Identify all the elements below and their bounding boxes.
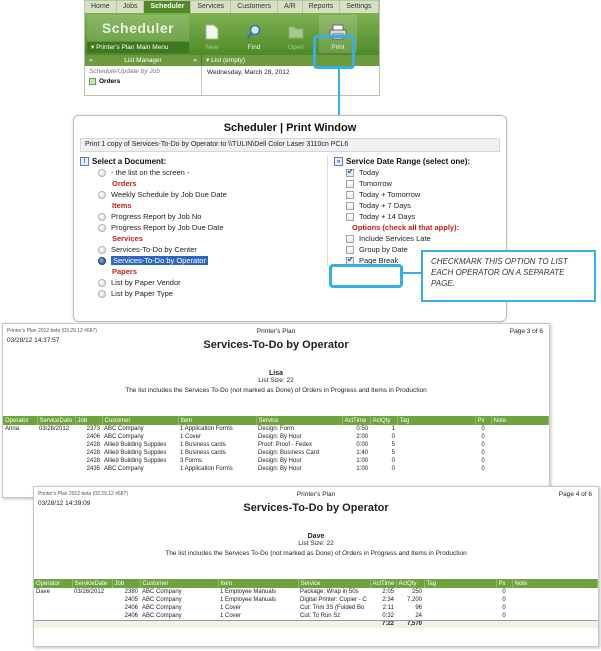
column-header-actqty[interactable]: ActQty xyxy=(370,416,397,425)
table-cell xyxy=(424,604,496,612)
column-header-acttime[interactable]: ActTime xyxy=(370,579,396,588)
column-header-note[interactable]: Note xyxy=(491,416,549,425)
table-cell: 2428 xyxy=(86,442,100,448)
find-button-label: Find xyxy=(247,44,261,51)
table-cell: 0 xyxy=(481,442,485,448)
report-table xyxy=(3,416,549,473)
new-document-icon xyxy=(203,23,221,41)
table-cell xyxy=(491,449,549,457)
open-button-label: Open xyxy=(288,44,304,51)
sidebar-item-orders-label: Orders xyxy=(99,78,121,85)
option-label: Today xyxy=(359,168,380,177)
table-cell xyxy=(72,604,112,612)
table-cell: 96 xyxy=(415,605,422,611)
column-header-px[interactable]: Px xyxy=(496,579,512,588)
new-button[interactable] xyxy=(193,15,231,53)
report-datetime: 03/28/12 14:37:57 xyxy=(7,337,60,344)
table-cell: 1 xyxy=(391,426,395,432)
table-cell xyxy=(72,620,112,628)
radio-button[interactable] xyxy=(98,213,106,221)
table-cell: Proof: Proof - Fedex xyxy=(258,442,313,448)
column-header-operator[interactable]: Operator xyxy=(3,416,37,425)
table-cell: Digital Printer: Copier - C xyxy=(300,597,367,603)
table-cell: 0:50 xyxy=(356,426,368,432)
table-row xyxy=(34,596,598,604)
table-cell xyxy=(491,433,549,441)
options-heading: Options (check all that apply): xyxy=(352,223,460,232)
option-tomorrow[interactable] xyxy=(334,178,497,189)
table-cell: 2380 xyxy=(124,589,138,595)
table-cell: Design: By Hour xyxy=(258,466,302,472)
table-cell xyxy=(424,596,496,604)
table-cell: 0 xyxy=(502,605,506,611)
document-category-services: Services xyxy=(112,234,143,243)
checkbox[interactable] xyxy=(346,246,354,254)
brand-title: Scheduler xyxy=(87,15,189,41)
tab-services[interactable]: Services xyxy=(191,1,231,13)
document-option-label: Weekly Schedule by Job Due Date xyxy=(111,190,227,199)
table-cell xyxy=(397,457,475,465)
tab-home[interactable]: Home xyxy=(85,1,117,13)
report-page-number: Page 4 of 6 xyxy=(558,491,592,498)
table-cell: 1 Cover xyxy=(220,612,242,619)
option-label: Page Break xyxy=(359,256,399,265)
list-manager-label: List Manager xyxy=(124,57,162,64)
table-cell xyxy=(424,612,496,620)
report-description: The list includes the Services To-Do (not marked as Done) of Orders in Progress and Items in Production xyxy=(165,550,467,557)
print-button-label: Print xyxy=(331,44,345,51)
report-title: Services-To-Do by Operator xyxy=(243,502,389,514)
table-cell: Anna xyxy=(5,426,20,432)
table-row xyxy=(3,465,549,473)
print-button-highlight xyxy=(313,35,355,69)
date-range-label: Service Date Range (select one): xyxy=(346,157,471,166)
column-header-job[interactable]: Job xyxy=(112,579,140,588)
table-cell xyxy=(512,620,598,628)
table-cell xyxy=(34,604,72,612)
list-manager-header[interactable] xyxy=(85,55,202,66)
magnifier-icon xyxy=(245,23,263,41)
table-cell: 2406 xyxy=(124,605,138,611)
table-row xyxy=(34,604,598,612)
table-cell xyxy=(512,588,598,596)
table-cell xyxy=(424,588,496,596)
table-cell: ABC Company xyxy=(142,612,182,619)
table-cell xyxy=(3,457,37,465)
main-menu-dropdown[interactable]: ▾ Printer's Plan Main Menu xyxy=(87,42,189,53)
table-cell xyxy=(512,596,598,604)
table-cell: 1 Cover xyxy=(220,605,242,611)
table-cell xyxy=(491,465,549,473)
table-cell: 0 xyxy=(481,450,485,456)
option-label: Today + 7 Days xyxy=(359,201,411,210)
table-cell: Design: By Hour xyxy=(258,434,302,440)
radio-button[interactable] xyxy=(98,191,106,199)
total-qty: 7,570 xyxy=(396,620,424,628)
option-today[interactable] xyxy=(334,167,497,178)
column-header-customer[interactable]: Customer xyxy=(102,416,178,425)
table-cell: 0 xyxy=(481,434,485,440)
report-list-size: List Size: 22 xyxy=(298,540,334,547)
sidebar-item-schedule-update[interactable]: Schedule/Update by Job xyxy=(89,68,160,75)
radio-button[interactable] xyxy=(98,169,106,177)
table-cell: 2435 xyxy=(86,466,100,472)
table-cell: ABC Company xyxy=(104,426,144,432)
report-page-4 xyxy=(33,486,599,647)
table-cell: 0 xyxy=(481,458,485,464)
document-option-label: Services-To-Do by Center xyxy=(111,245,197,254)
total-time: 7:22 xyxy=(370,620,396,628)
document-option-list-by-paper-type[interactable] xyxy=(80,288,325,299)
brand-panel xyxy=(87,15,189,53)
radio-button[interactable] xyxy=(98,246,106,254)
table-cell xyxy=(72,612,112,620)
column-header-actqty[interactable]: ActQty xyxy=(396,579,424,588)
table-cell: 2373 xyxy=(86,426,100,432)
new-button-label: New xyxy=(205,44,219,51)
table-row xyxy=(3,449,549,457)
table-cell: ABC Company xyxy=(104,466,144,472)
table-cell: 2405 xyxy=(124,597,138,603)
table-cell: ABC Company xyxy=(104,434,144,440)
table-cell: 0:00 xyxy=(356,442,368,448)
column-header-customer[interactable]: Customer xyxy=(140,579,218,588)
table-cell xyxy=(491,441,549,449)
table-cell: 5 xyxy=(391,450,395,456)
table-row xyxy=(3,433,549,441)
tab-scheduler[interactable]: Scheduler xyxy=(144,1,191,13)
table-cell: 1 Employee Manuals xyxy=(220,589,277,595)
table-cell xyxy=(37,441,75,449)
document-option-label: Progress Report by Job Due Date xyxy=(111,223,224,232)
table-cell xyxy=(112,620,140,628)
option-label: Group by Date xyxy=(359,245,408,254)
table-cell: 0:32 xyxy=(382,612,394,619)
table-cell: 2:34 xyxy=(382,597,394,603)
table-cell: 2428 xyxy=(86,458,100,464)
option-label: Include Services Late xyxy=(359,234,431,243)
table-cell xyxy=(512,612,598,620)
column-header-acttime[interactable]: ActTime xyxy=(342,416,370,425)
table-cell: Allied Building Supplies xyxy=(104,442,167,448)
report-version: Printer's Plan 2012 beta (03.29.12 #687) xyxy=(38,491,128,497)
document-category-orders: Orders xyxy=(112,179,137,188)
table-cell: 2:00 xyxy=(356,434,368,440)
column-header-item[interactable]: Item xyxy=(178,416,256,425)
table-cell xyxy=(397,433,475,441)
folder-icon xyxy=(287,23,305,41)
radio-button[interactable] xyxy=(98,224,106,232)
column-header-tag[interactable]: Tag xyxy=(424,579,496,588)
table-cell: 1:00 xyxy=(356,458,368,464)
table-cell xyxy=(34,620,72,628)
sidebar-item-orders[interactable] xyxy=(85,77,201,86)
table-cell: 1 Application Forms xyxy=(180,466,233,472)
table-cell: ABC Company xyxy=(142,605,182,611)
report-company: Printer's Plan xyxy=(296,491,336,498)
column-header-service[interactable]: Service xyxy=(298,579,370,588)
document-option-services-to-do-by-center[interactable] xyxy=(80,244,325,255)
table-cell: 0 xyxy=(502,589,506,595)
info-icon: ! xyxy=(80,157,89,166)
checkbox[interactable] xyxy=(346,169,354,177)
table-cell xyxy=(3,449,37,457)
tab-settings[interactable]: Settings xyxy=(340,1,378,13)
report-table xyxy=(34,579,598,628)
main-tabs xyxy=(85,1,379,13)
column-header-service[interactable]: Service xyxy=(256,416,342,425)
document-list xyxy=(80,167,325,299)
table-cell: 2406 xyxy=(124,612,138,619)
main-menu-label: Printer's Plan Main Menu xyxy=(96,44,169,51)
table-cell: 03/28/2012 xyxy=(74,589,105,595)
collapse-chevron-icon: » xyxy=(89,57,93,64)
option-label: Today + 14 Days xyxy=(359,212,416,221)
table-cell: Design: Form xyxy=(258,426,295,432)
table-cell xyxy=(397,449,475,457)
table-cell xyxy=(37,457,75,465)
select-document-label: Select a Document: xyxy=(92,157,167,166)
table-cell: 0 xyxy=(481,426,485,432)
checkbox[interactable] xyxy=(346,202,354,210)
table-cell xyxy=(496,620,512,628)
report-operator-name: Lisa xyxy=(268,370,283,377)
report-description: The list includes the Services To-Do (not marked as Done) of Orders in Progress and Items in Production xyxy=(125,387,427,394)
column-header-servicedate[interactable]: ServiceDate xyxy=(72,579,112,588)
tab-jobs[interactable]: Jobs xyxy=(117,1,145,13)
table-cell: 5 xyxy=(391,442,395,448)
document-option-label: List by Paper Vendor xyxy=(111,278,181,287)
find-button[interactable] xyxy=(235,15,273,53)
table-cell: 1 Business cards xyxy=(180,442,226,448)
table-cell: 24 xyxy=(415,612,422,619)
radio-button[interactable] xyxy=(98,279,106,287)
option-today-14-days[interactable] xyxy=(334,211,497,222)
report-version: Printer's Plan 2012 beta (03.29.12 #687) xyxy=(7,328,97,334)
table-cell: 1:40 xyxy=(356,450,368,456)
table-cell: Cut: Trim 3S (Folded Bo xyxy=(300,605,365,611)
tab-reports[interactable]: Reports xyxy=(303,1,341,13)
radio-button[interactable] xyxy=(98,290,106,298)
table-row xyxy=(3,457,549,465)
report-operator-name: Dave xyxy=(307,533,325,540)
table-cell xyxy=(491,425,549,433)
report-page-number: Page 3 of 6 xyxy=(509,328,543,335)
tab-a-r[interactable]: A/R xyxy=(278,1,303,13)
table-cell: 7,200 xyxy=(406,597,422,603)
table-cell: 1 Business cards xyxy=(180,450,226,456)
document-option-progress-report-by-job-due-date[interactable] xyxy=(80,222,325,233)
table-cell: 2428 xyxy=(86,450,100,456)
collapse-left-icon[interactable]: « xyxy=(193,57,197,64)
table-cell: Design: By Hour xyxy=(258,458,302,464)
document-option-progress-report-by-job-no[interactable] xyxy=(80,211,325,222)
document-option-list-by-paper-vendor[interactable] xyxy=(80,277,325,288)
list-area xyxy=(85,66,379,96)
column-header-px[interactable]: Px xyxy=(475,416,491,425)
document-category-papers: Papers xyxy=(112,267,138,276)
table-cell: ABC Company xyxy=(142,589,182,595)
option-today-tomorrow[interactable] xyxy=(334,189,497,200)
table-cell: 2:05 xyxy=(382,589,394,595)
table-cell xyxy=(3,433,37,441)
table-cell: 0 xyxy=(502,597,506,603)
checkbox[interactable] xyxy=(346,235,354,243)
table-cell: 1 Application Forms xyxy=(180,426,233,432)
table-row xyxy=(3,441,549,449)
option-label: Today + Tomorrow xyxy=(359,190,421,199)
table-cell: 03/28/2012 xyxy=(39,426,70,432)
table-cell xyxy=(34,612,72,620)
table-cell: 0 xyxy=(391,434,395,440)
table-cell xyxy=(424,620,496,628)
document-option-label: Progress Report by Job No xyxy=(111,212,202,221)
report-datetime: 03/28/12 14:39:09 xyxy=(38,500,91,507)
table-cell: 3 Forms xyxy=(180,458,203,464)
table-cell xyxy=(72,596,112,604)
document-option-the-list-on-the-screen[interactable] xyxy=(80,167,325,178)
table-cell: 0 xyxy=(481,466,485,472)
table-cell: 0 xyxy=(391,466,395,472)
table-cell: ABC Company xyxy=(142,597,182,603)
date-range-heading xyxy=(334,156,497,167)
option-today-7-days[interactable] xyxy=(334,200,497,211)
table-cell xyxy=(397,441,475,449)
column-header-servicedate[interactable]: ServiceDate xyxy=(37,416,75,425)
page-break-highlight xyxy=(329,264,403,288)
select-document-heading xyxy=(80,156,325,167)
table-row xyxy=(34,588,598,596)
table-cell: Allied Building Supplies xyxy=(104,458,167,464)
table-cell xyxy=(37,433,75,441)
sidebar-list xyxy=(85,66,202,96)
table-cell xyxy=(397,465,475,473)
table-row xyxy=(34,612,598,620)
table-cell: Allied Building Supplies xyxy=(104,450,167,456)
table-total-row xyxy=(34,620,598,628)
option-include-services-late[interactable] xyxy=(334,233,497,244)
list-header[interactable]: ▾ List (empty) xyxy=(206,57,246,64)
table-cell: Dave xyxy=(36,589,51,595)
table-cell: Design: Business Card xyxy=(258,450,320,456)
table-cell xyxy=(397,425,475,433)
table-row xyxy=(3,425,549,433)
table-cell: 1 Employee Manuals xyxy=(220,597,277,603)
table-cell: 250 xyxy=(411,589,422,595)
column-header-operator[interactable]: Operator xyxy=(34,579,72,588)
table-cell xyxy=(37,449,75,457)
document-option-weekly-schedule-by-job-due-date[interactable] xyxy=(80,189,325,200)
print-window-title: Scheduler | Print Window xyxy=(223,122,357,134)
table-cell xyxy=(512,604,598,612)
table-cell xyxy=(37,465,75,473)
column-header-job[interactable]: Job xyxy=(75,416,102,425)
table-cell: Package: Wrap in 50s xyxy=(300,589,359,595)
table-cell xyxy=(34,596,72,604)
table-cell: 0 xyxy=(391,458,395,464)
report-company: Printer's Plan xyxy=(256,328,296,335)
table-cell xyxy=(3,441,37,449)
table-cell: 2406 xyxy=(86,434,100,440)
print-command-bar[interactable]: Print 1 copy of Services-To-Do by Operator to \\TULIN\Dell Color Laser 3110cn PCL6 xyxy=(80,138,500,152)
table-cell: 2:11 xyxy=(382,605,394,611)
table-cell xyxy=(140,620,218,628)
expand-icon: » xyxy=(334,157,343,166)
document-option-label: - the list on the screen - xyxy=(111,168,190,177)
document-option-services-to-do-by-operator[interactable] xyxy=(80,255,325,266)
document-option-label: Services-To-Do by Operator xyxy=(113,256,206,265)
page-break-callout: CHECKMARK THIS OPTION TO LIST EACH OPERATOR ON A SEPARATE PAGE. xyxy=(421,250,596,302)
table-cell: 0 xyxy=(502,612,506,619)
checkbox[interactable] xyxy=(346,213,354,221)
document-selector xyxy=(80,156,325,299)
table-cell: Cut: To Run Sz xyxy=(300,612,341,619)
option-label: Tomorrow xyxy=(359,179,392,188)
column-header-tag[interactable]: Tag xyxy=(397,416,475,425)
open-button[interactable] xyxy=(277,15,315,53)
report-page-3 xyxy=(2,323,550,498)
document-category-items: Items xyxy=(112,201,132,210)
table-cell xyxy=(218,620,298,628)
checkbox[interactable] xyxy=(346,191,354,199)
checkbox[interactable] xyxy=(346,180,354,188)
report-list-size: List Size: 22 xyxy=(258,377,294,384)
table-cell: 1 Cover xyxy=(180,434,202,440)
column-header-item[interactable]: Item xyxy=(218,579,298,588)
tab-customers[interactable]: Customers xyxy=(231,1,278,13)
radio-button[interactable] xyxy=(98,257,106,265)
table-cell xyxy=(298,620,370,628)
table-cell xyxy=(491,457,549,465)
column-header-note[interactable]: Note xyxy=(512,579,598,588)
current-date: Wednesday, March 28, 2012 xyxy=(207,69,290,76)
callout-connector xyxy=(338,69,340,116)
orders-icon xyxy=(89,78,96,85)
table-cell: 1:00 xyxy=(356,466,368,472)
list-empty-label: List (empty) xyxy=(211,57,246,64)
table-cell xyxy=(3,465,37,473)
report-title: Services-To-Do by Operator xyxy=(203,339,349,351)
document-option-label: List by Paper Type xyxy=(111,289,173,298)
